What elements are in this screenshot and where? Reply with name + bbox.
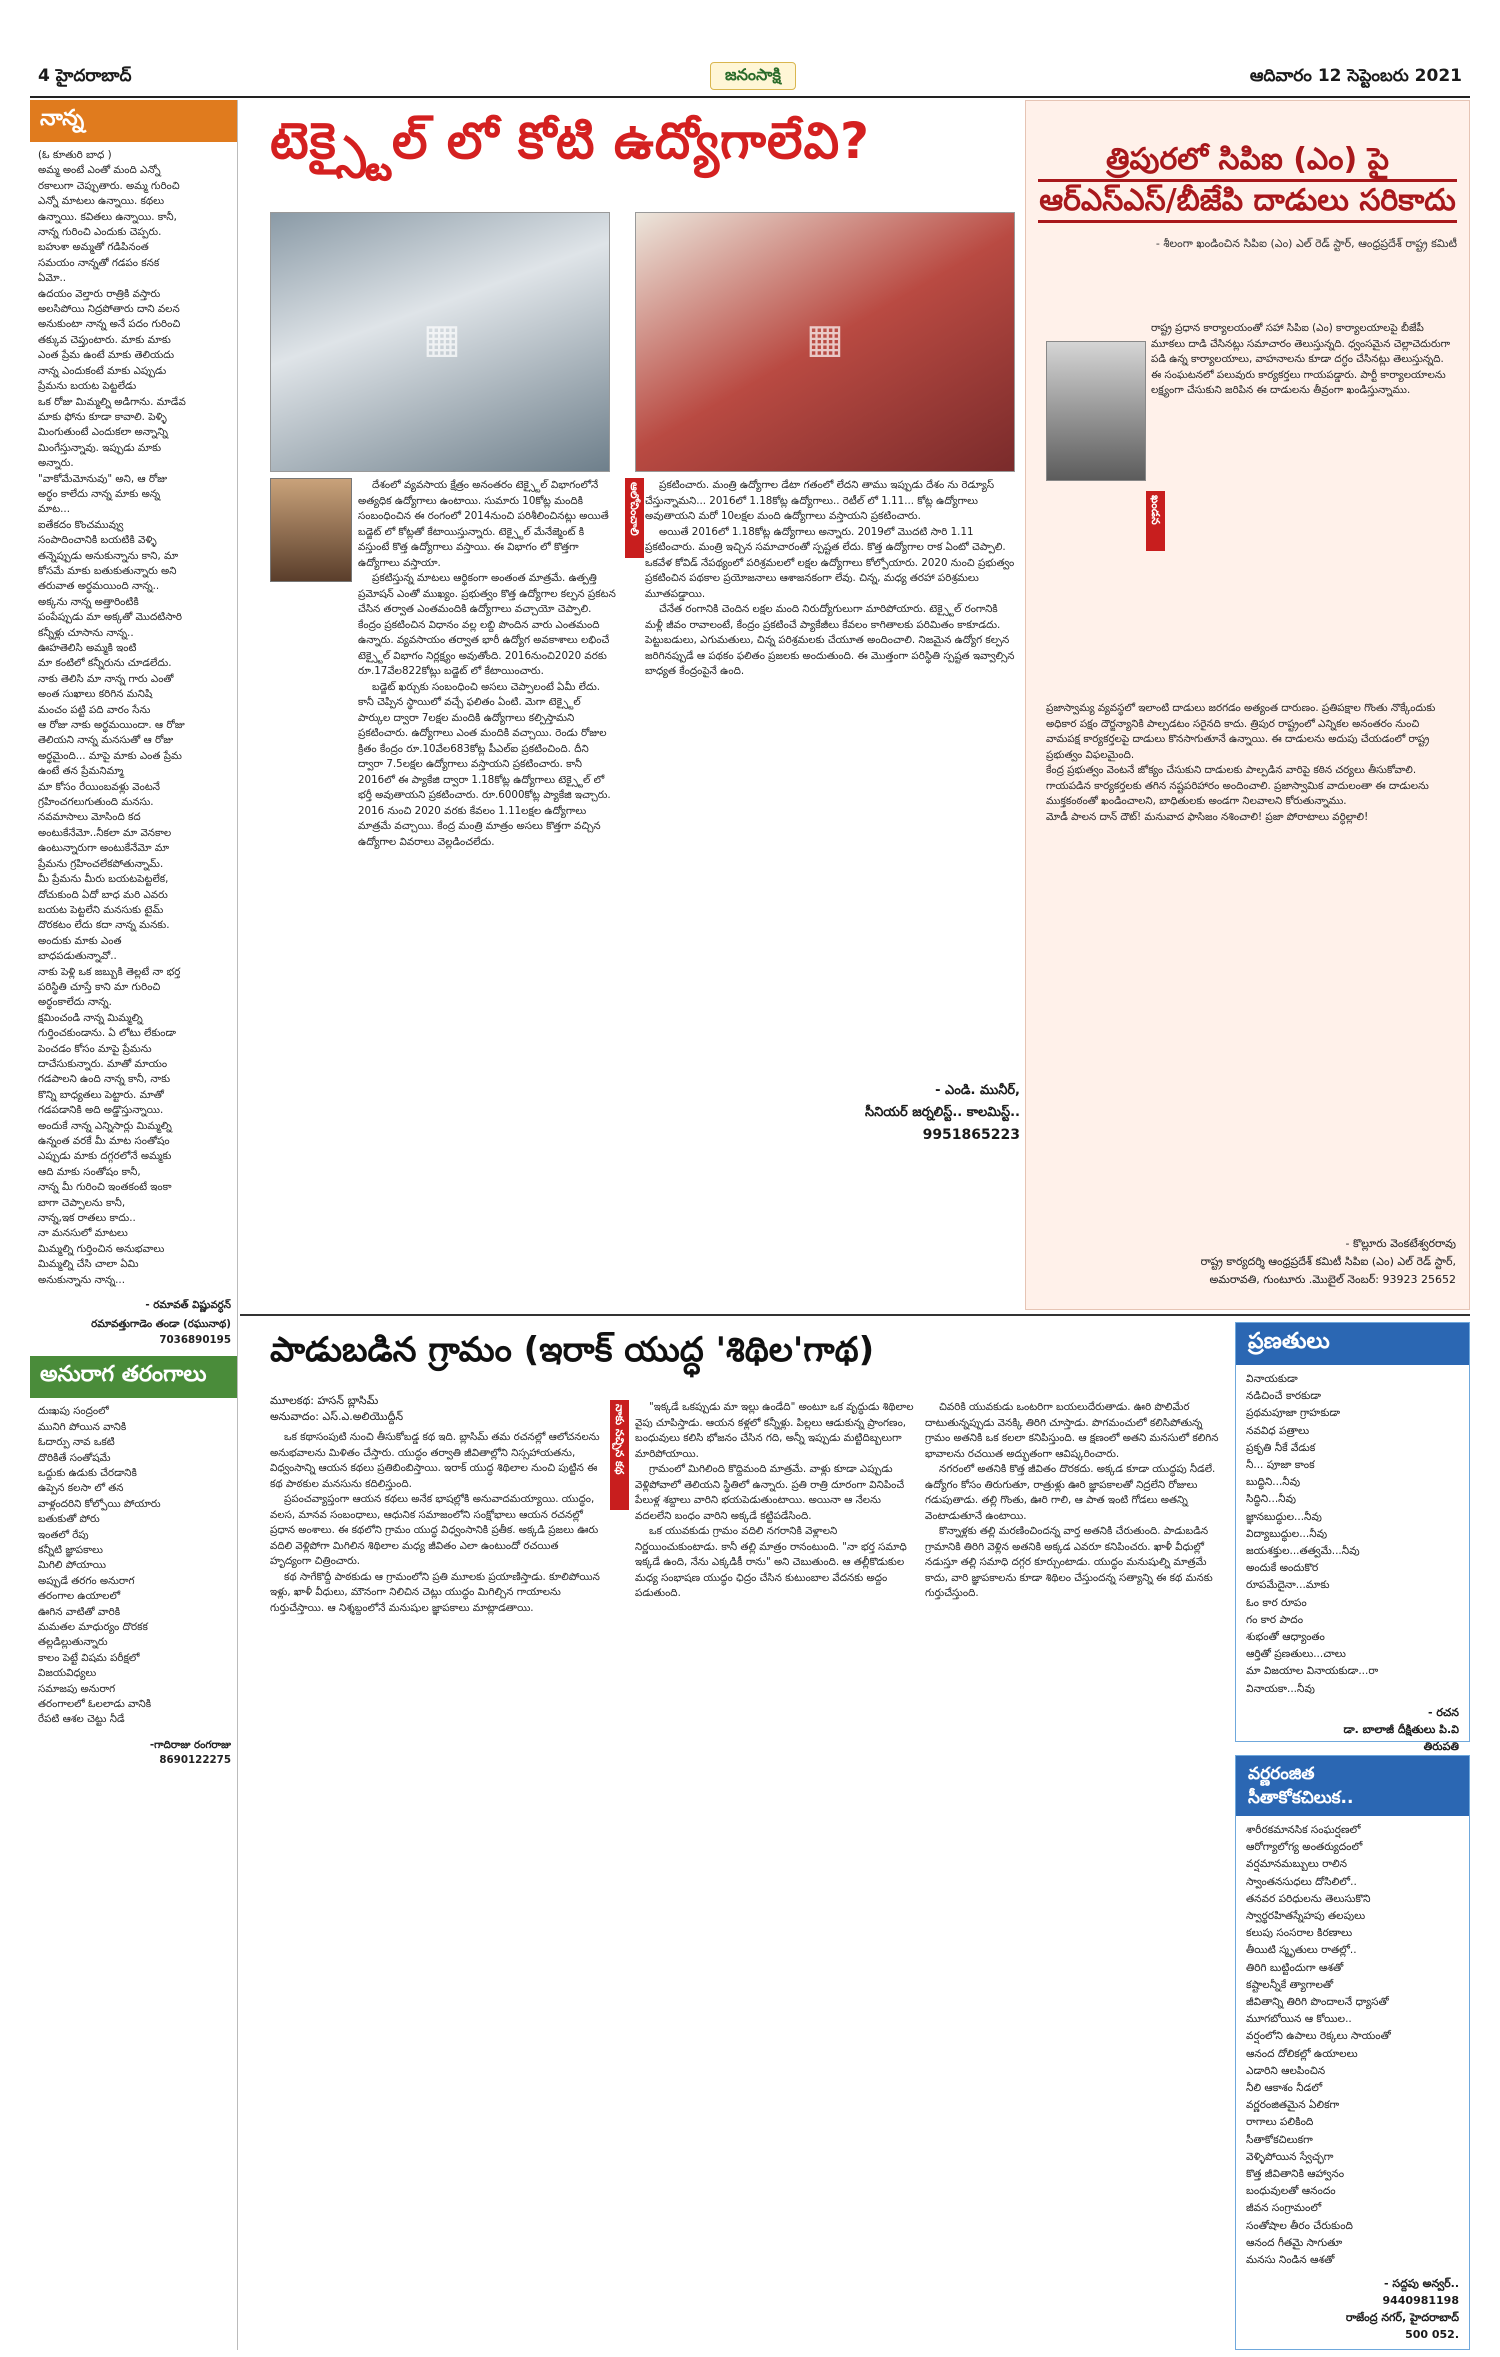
village-headline: పాడుబడిన గ్రామం (ఇరాక్ యుద్ధ 'శిథిల'గాథ): [270, 1330, 875, 1370]
varna-title: వర్ణరంజిత సీతాకోకచిలుక..: [1236, 1756, 1469, 1816]
garment-workers-photo: [635, 212, 1015, 472]
varna-phone: 9440981198: [1382, 2294, 1459, 2308]
pranathulu-body: [1236, 1365, 1469, 1704]
poem-line: రూపమేదైనా...మాకు: [1246, 1579, 1330, 1592]
poem-line: మాట...: [38, 503, 70, 516]
tripura-signature: - కొల్లూరు వెంకటేశ్వరరావు రాష్ట్ర కార్యదర్శి ఆంధ్రప్రదేశ్ కమిటీ సిపిఐ (ఎం) ఎల్ రెడ్ స్టార్, అమరావతి, గుంటూరు .మొబైల్ నెంబర్: 93923 25652: [1200, 1237, 1456, 1286]
poem-line: తరంగాలలో ఓలలాడు వానికి: [38, 1698, 152, 1710]
anuraga-poem-body: [30, 1398, 237, 1728]
poem-line: తిరిగి బుట్టిందుగా ఆశతో: [1246, 1961, 1344, 1974]
poem-line: సమాజపు అనురాగ: [38, 1682, 116, 1695]
publication-date: ఆదివారం 12 సెప్టెంబరు 2021: [1249, 66, 1462, 86]
nanna-poem-box: [30, 100, 237, 1348]
article-paragraph: ఒక యువకుడు గ్రామం వదిలి నగరానికి వెళ్లాలని నిర్ణయించుకుంటాడు. కానీ తల్లి మాత్రం రానంటుంది. "నా భర్త సమాధి ఇక్కడే ఉంది, నేను ఎక్కడికీ రాను" అని చెబుతుంది. ఆ తల్లీకొడుకుల మధ్య సంభాషణ యుద్ధం ఛిద్రం చేసిన కుటుంబాల వేదనకు అద్దం పడుతుంది.: [635, 1525, 907, 1599]
poem-line: కన్నీళ్లు చూసాను నాన్న..: [38, 626, 134, 639]
poem-line: జీవన సంగ్రామంలో: [1246, 2202, 1322, 2215]
textile-author-role: సీనియర్ జర్నలిస్ట్.. కాలమిస్ట్..: [865, 1105, 1020, 1120]
poem-line: మమతల మాధుర్యం దొరకక: [38, 1620, 148, 1633]
nanna-title: నాన్న: [30, 100, 237, 142]
article-paragraph: కథ సాగేకొద్దీ పాఠకుడు ఆ గ్రామంలోని ప్రతి మూలకు ప్రయాణిస్తాడు. కూలిపోయిన ఇళ్లు, ఖాళీ వీధులు, మౌనంగా నిలిచిన చెట్లు యుద్ధం మిగిల్చిన గాయాలను గుర్తుచేస్తాయి. ఆ నిశ్శబ్దంలోనే మనుషుల జ్ఞాపకాలు మాట్లాడతాయి.: [270, 1570, 600, 1614]
poem-line: మా విజయాల వినాయకుడా...రా: [1246, 1665, 1379, 1678]
article-paragraph: రాష్ట్ర ప్రధాన కార్యాలయంతో సహా సిపిఐ (ఎం) కార్యాలయాలపై బీజేపీ మూకలు దాడి చేసినట్లు సమాచారం తెలుస్తున్నది. ధ్వంసమైన చెల్లాచెదురుగా పడి ఉన్న కార్యాలయాలు, వాహనాలను కూడా దగ్ధం చేసినట్లు తెలుస్తున్నది.: [1151, 322, 1451, 365]
poem-line: ప్రకృతి నీకే వేడుక: [1246, 1441, 1316, 1454]
poem-line: కొత్త జీవితానికి ఆహ్వానం: [1246, 2168, 1345, 2181]
poem-line: అనుకున్నాను నాన్న...: [38, 1273, 125, 1286]
article-paragraph: "ఇక్కడే ఒకప్పుడు మా ఇల్లు ఉండేది" అంటూ ఒక వృద్ధుడు శిథిలాల వైపు చూపిస్తాడు. ఆయన కళ్లలో కన్నీళ్లు. పిల్లలు ఆడుకున్న ప్రాంగణం, బంధువులు కలిసి భోజనం చేసిన గది, అన్నీ ఇప్పుడు మట్టిదిబ్బలుగా మారిపోయాయి.: [635, 1401, 914, 1460]
poem-line: మా కోసం రేయింబవళ్లు వెంటనే: [38, 780, 161, 793]
article-paragraph: గ్రామంలో మిగిలింది కొద్దిమంది మాత్రమే. వాళ్లు కూడా ఎప్పుడు వెళ్లిపోవాలో తెలియని స్థితిలో ఉన్నారు. ప్రతి రాత్రి దూరంగా వినిపించే పేలుళ్ల శబ్దాలు వారిని భయపెడుతుంటాయి. అయినా ఆ నేలను వదలలేని బంధం వారిని అక్కడే కట్టిపడేసింది.: [635, 1463, 905, 1522]
poem-line: అప్పుడే తరగం అనురాగ: [38, 1574, 135, 1587]
poem-line: అందుకు మాకు ఎంత: [38, 934, 122, 947]
textile-byline: [700, 1080, 1020, 1146]
poem-line: ఏమో..: [38, 272, 67, 285]
poem-line: ప్రథమపూజా గ్రాహకుడా: [1246, 1407, 1341, 1420]
poem-line: మిగిలి పోయాయి: [38, 1559, 106, 1572]
article-paragraph: ఒక కథాసంపుటి నుంచి తీసుకోబడ్డ కథ ఇది. బ్లాసిమ్ తమ రచనల్లో ఆలోచనలను అనుభవాలను మిళితం చేస్తారు. యుద్ధం తర్వాతి జీవితాల్లోని నిస్సహాయతను, విధ్వంసాన్ని ఆయన కథలు ప్రతిబింబిస్తాయి. ఇరాక్ యుద్ధ శిథిలాల నుంచి పుట్టిన ఈ కథ పాఠకుల మనసును కదిలిస్తుంది.: [270, 1431, 600, 1490]
poem-line: కష్టాలన్నీకే త్యాగాలతో: [1246, 1978, 1334, 1991]
poem-line: నాకు పెళ్లి ఒక జబ్బుకి తెల్లటే నా భర్త: [38, 965, 181, 978]
poem-line: నా మనసులో మాటలు: [38, 1227, 128, 1240]
poem-line: ఓదార్పు నావ ఒకటి: [38, 1436, 115, 1449]
poem-line: ఆనంద గీతమై సాగుతూ: [1246, 2236, 1343, 2249]
poem-line: దోచుకుంది ఏదో బాధ మరి ఎవరు: [38, 888, 168, 901]
poem-line: అర్థం కాలేదు నాన్న మాకు అన్న: [38, 487, 161, 500]
article-paragraph: ప్రజాస్వామ్య వ్యవస్థలో ఇలాంటి దాడులు జరగడం అత్యంత దారుణం. ప్రతిపక్షాల గొంతు నొక్కేందుకు అధికార పక్షం దౌర్జన్యానికి పాల్పడటం సరైనది కాదు. త్రిపుర రాష్ట్రంలో ఎన్నికల అనంతరం నుంచి వామపక్ష కార్యకర్తలపై దాడులు కొనసాగుతూనే ఉన్నాయి. ఈ దాడులను అదుపు చేయడంలో రాష్ట్ర ప్రభుత్వం విఫలమైంది.: [1046, 702, 1436, 761]
poem-line: గుర్తించకుండాను. ఏ లోటు లేకుండా: [38, 1027, 177, 1040]
textile-headline: టెక్స్టైల్ లో కోటి ఉద్యోగాలేవి?: [270, 112, 871, 170]
textile-phone: 9951865223: [922, 1127, 1020, 1143]
poem-line: ఆరోగ్యాలోగ్య అంతర్యుదంలో: [1246, 1841, 1363, 1854]
poem-line: అందుకే అందుకొర: [1246, 1562, 1319, 1575]
article-paragraph: ప్రపంచవ్యాప్తంగా ఆయన కథలు అనేక భాషల్లోకి అనువాదమయ్యాయి. యుద్ధం, వలస, మానవ సంబంధాలు, ఆధునిక సమాజంలోని సంక్షోభాలు ఆయన రచనల్లో ప్రధాన అంశాలు. ఈ కథలోని గ్రామం యుద్ధ విధ్వంసానికి ప్రతీక. అక్కడి ప్రజలు ఊరు వదిలి వెళ్లిపోగా మిగిలిన శిథిలాల మధ్య జీవితం ఎలా ఉంటుందో రచయిత హృద్యంగా చిత్రించారు.: [270, 1493, 599, 1567]
poem-line: ఊగిన వాటితో వారికి: [38, 1605, 121, 1618]
poem-line: ఆనంద దోలికల్లో ఉయాలలు: [1246, 2047, 1358, 2060]
nanna-author-place: రమావత్తుగాడెం తండా (రఘునాథ): [91, 1318, 231, 1331]
poem-line: ఐతేకదం కొంచమువ్వు: [38, 518, 124, 531]
poem-line: రకాలుగా చెప్పుతారు. అమ్మ గురించి: [38, 179, 180, 192]
pranathulu-poem-box: [1235, 1322, 1470, 1753]
poem-line: మిమ్మల్ని గుర్తించిన అనుభవాలు: [38, 1242, 165, 1255]
textile-column-2: [645, 478, 1015, 1078]
poem-line: వర్ణరంజితమైన ఏలికగా: [1246, 2099, 1340, 2112]
poem-line: ఆర్తితో ప్రణతులు...చాలు: [1246, 1648, 1346, 1661]
poem-line: నీ... పూజా కాంక: [1246, 1459, 1315, 1472]
village-section-tag: నాకు నచ్చిన కథ: [610, 1400, 629, 1510]
poem-line: నాకు తెలిసి మా నాన్న గారు ఎంతో: [38, 672, 174, 685]
poem-line: సిద్ధిని...నీవు: [1246, 1493, 1297, 1506]
poem-line: జీవితాన్ని తిరిగి పొందాలనే ధ్యాసతో: [1246, 1996, 1389, 2009]
anuraga-title: అనురాగ తరంగాలు: [30, 1356, 237, 1398]
poem-line: సంపాదించానికి బయటికి వెళ్ళి: [38, 534, 157, 547]
poem-line: "వాకోమేమోనువు" అని, ఆ రోజు: [38, 472, 168, 485]
poem-line: ఇంతలో రేపు: [38, 1528, 89, 1541]
varna-body: [1236, 1816, 1469, 2275]
article-paragraph: నగరంలో అతనికి కొత్త జీవితం దొరకదు. అక్కడ కూడా యుద్ధపు నీడలే. ఉద్యోగం కోసం తిరుగుతూ, రాత్రుళ్లు ఊరి జ్ఞాపకాలతో నిద్రలేని రోజులు గడుపుతాడు. తల్లి గొంతు, ఊరి గాలి, ఆ పాత ఇంటి గోడలు అతన్ని వెంటాడుతూనే ఉంటాయి.: [925, 1463, 1216, 1522]
poem-line: తనవర పరిధులను తెలుసుకొని: [1246, 1892, 1371, 1905]
tripura-column-2: [1046, 701, 1456, 825]
article-paragraph: అయితే 2016లో 1.18కోట్ల ఉద్యోగాలు అన్నారు. 2019లో మొదటి సారి 1.11 ప్రకటించారు. మంత్రి ఇచ్చిన సమాచారంతో స్పష్టత లేదు. కొత్త ఉద్యోగాల రాక ఏంటో చెప్పాలి. ఒకవేళ కోవిడ్ నేపథ్యంలో పరిశ్రమలలో లక్షల ఉద్యోగాలు కోల్పోయారు. 2020 నుంచి ప్రభుత్వం ప్రకటించిన పథకాల ప్రయోజనాలు ఆశాజనకంగా లేవు. చిన్న, మధ్య తరహా పరిశ్రమలు మూతపడ్డాయి.: [645, 525, 1015, 600]
article-paragraph: చేనేత రంగానికి చెందిన లక్షల మంది నిరుద్యోగులుగా మారిపోయారు. టెక్స్టైల్ రంగానికి మళ్లీ జీవం రావాలంటే, కేంద్రం ప్రకటించే ప్యాకేజీలు కేవలం కాగితాలకు పరిమితం కాకూడదు. పెట్టుబడులు, ఎగుమతులు, చిన్న పరిశ్రమలకు చేయూత అందించాలి. నిజమైన ఉద్యోగ కల్పన జరిగినప్పుడే ఆ పథకం ఫలితం ప్రజలకు అందుతుంది. ఈ మొత్తంగా పరిస్థితి స్పష్టత ఇవ్వాల్సిన బాధ్యత కేంద్రంపైనే ఉంది.: [645, 603, 1015, 677]
section-divider: [240, 1314, 1470, 1316]
poem-line: నడిచించే కారకుడా: [1246, 1390, 1321, 1403]
article-paragraph: చివరికి యువకుడు ఒంటరిగా బయలుదేరుతాడు. ఊరి పొలిమేర దాటుతున్నప్పుడు వెనక్కి తిరిగి చూస్తాడు. పొగమంచులో కలిసిపోతున్న గ్రామం అతనికి ఒక కలలా కనిపిస్తుంది. ఆ క్షణంలో అతని మనసులో కలిగిన భావాలను రచయిత అద్భుతంగా ఆవిష్కరించారు.: [925, 1401, 1219, 1460]
poem-line: వెళ్ళిపోయిన స్వేచ్ఛగా: [1246, 2150, 1334, 2163]
pranathulu-author-label: - రచన: [1428, 1705, 1459, 1719]
anuraga-phone: 8690122275: [159, 1754, 231, 1767]
poem-line: కలుపు సంసరాల కిరణాలు: [1246, 1927, 1353, 1940]
article-paragraph: బడ్జెట్ ఖర్చుకు సంబంధించి అసలు చెప్పాలంటే ఏమీ లేదు. కానీ చెప్పిన స్థాయిలో వచ్చే ఫలితం ఏంటి. మెగా టెక్స్టైల్ పార్కుల ద్వారా 7లక్షల మందికి ఉద్యోగాలు కల్పిస్తామని ప్రకటించారు. ఉద్యోగాలు ఎంత మందికి వచ్చాయి. రెండు రోజుల క్రితం కేంద్రం రూ.10వేల683కోట్ల పీఎల్ఐ ప్రకటించింది. దీని ద్వారా 7.5లక్షల ఉద్యోగాలు వస్తాయని ప్రకటించారు. కానీ 2016లో ఈ ప్యాకేజి ద్వారా 1.18కోట్ల ఉద్యోగాలు టెక్స్టైల్ లో భర్తీ అవుతాయని ప్రకటించారు. రూ.6000కోట్ల ప్యాకేజి ఇచ్చారు. 2016 నుంచి 2020 వరకు కేవలం 1.11లక్షల ఉద్యోగాలు మాత్రమే వచ్చాయి. కేంద్ర మంత్రి మాత్రం అసలు కొత్తగా వచ్చిన ఉద్యోగాల వివరాలు వెల్లడించలేదు.: [358, 680, 611, 848]
poem-line: నాన్న మీ గురించి ఇంతకంటే ఇంకా: [38, 1181, 172, 1194]
poem-line: సీతాకోకచిలుకగా: [1246, 2133, 1313, 2146]
poem-line: గడపడానికి అది అడ్డొస్తున్నాయి.: [38, 1104, 164, 1117]
poem-line: ఎంత ప్రేమ ఉంటే మాకు తెలియదు: [38, 349, 175, 362]
nanna-author: - రమావత్ విష్ణువర్ధన్: [145, 1299, 231, 1312]
poem-line: పెంచడం కోసం మాపై ప్రేమను: [38, 1042, 152, 1055]
poem-line: బుద్ధిని...నీవు: [1246, 1476, 1301, 1489]
image-placeholder-icon: ▦: [423, 316, 461, 363]
poem-line: నీలి ఆకాశం నీడలో: [1246, 2082, 1323, 2095]
poem-line: బంధువులతో ఆనందం: [1246, 2185, 1336, 2198]
poem-line: మునిగి పోయిన వానికి: [38, 1420, 127, 1433]
article-paragraph: ప్రకటించారు. మంత్రి ఉద్యోగాల డేటా గతంలో లేదని తాము ఇప్పుడు దేశం ను రెడ్యూస్ చేస్తున్నామని... 2016లో 1.18కోట్ల ఉద్యోగాలు.. రెటీల్ లో 1.11... కోట్ల ఉద్యోగాలు అవుతాయని మరో 10లక్షల మంది ఉద్యోగాలు వస్తాయని ప్రకటించారు.: [645, 479, 995, 522]
anuraga-author: -గాదిరాజు రంగరాజు: [149, 1738, 231, 1751]
poem-line: ఎన్నో మాటలు ఉన్నాయి. కథలు: [38, 195, 165, 208]
poem-line: నవమాసాలు మోసింది కద: [38, 811, 141, 824]
poem-line: స్వార్థరహితస్నేహపు తలపులు: [1246, 1910, 1366, 1923]
poem-line: బహుశా అమ్మతో గడిపినంత: [38, 241, 149, 254]
poem-line: ప్రేమను బయట పెట్టలేడు: [38, 380, 137, 393]
poem-line: కొన్ని బాధ్యతలు పెట్టారు. మాతో: [38, 1088, 164, 1101]
poem-line: పరిస్థితి చూస్తే కాని మా గురించి: [38, 980, 161, 993]
page-header: [30, 58, 1470, 98]
anuraga-poem-box: [30, 1356, 237, 1768]
poem-line: అర్థంకాలేదు నాన్న.: [38, 996, 112, 1009]
poem-line: రేపటి ఆశల చెట్టు నీడే: [38, 1713, 125, 1726]
image-placeholder-icon: ▦: [806, 316, 844, 363]
poem-line: అలసిపోయి నిద్రపోతారు దాని వలన: [38, 303, 180, 316]
poem-line: వినాయకుడా: [1246, 1373, 1298, 1385]
poem-line: అమ్మ అంటే ఎంతో మంది ఎన్నో: [38, 164, 161, 177]
poem-line: బయట పెట్టలేని మనసుకు టైమ్: [38, 903, 164, 916]
article-paragraph: కేంద్ర ప్రభుత్వం వెంటనే జోక్యం చేసుకుని దాడులకు పాల్పడిన వారిపై కఠిన చర్యలు తీసుకోవాలి. గాయపడిన కార్యకర్తలకు తగిన నష్టపరిహారం అందించాలి. ప్రజాస్వామిక వాదులంతా ఈ దాడులను ముక్తకంఠంతో ఖండించాలని, బాధితులకు అండగా నిలవాలని కోరుతున్నాము.: [1046, 764, 1429, 807]
article-paragraph: మోడీ పాలన దాన్ దౌట్! మనువాద ఫాసిజం నశించాలి! ప్రజా పోరాటాలు వర్ధిల్లాలి!: [1046, 810, 1369, 823]
poem-line: గడపాలని ఉంది నాన్న కానీ, నాకు: [38, 1073, 171, 1086]
poem-line: (ఓ కూతురి బాధ ): [38, 149, 112, 161]
tripura-headline: త్రిపురలో సిపిఐ (ఎం) పై ఆర్ఎస్ఎస్/బీజేపి దాడులు సరికాదు: [1038, 141, 1457, 223]
village-column-3: [925, 1400, 1220, 2340]
poem-line: జయశక్తుల...తత్వమే...నీవు: [1246, 1545, 1360, 1558]
newspaper-logo: జనంసాక్షి: [710, 62, 796, 90]
poem-line: రాగాలు పలికింది: [1246, 2116, 1314, 2129]
poem-line: తన్నెప్పుడు అనుకున్నాను కాని, మా: [38, 549, 179, 562]
poem-line: కాలం పెట్టే విషమ పరీక్షలో: [38, 1651, 140, 1664]
poem-line: క్షమించండి నాన్న మిమ్మల్ని: [38, 1011, 143, 1024]
poem-line: తరువాత అర్థమయింది నాన్న..: [38, 580, 160, 593]
poem-line: తల్లడిల్లుతున్నారు: [38, 1636, 108, 1649]
poem-line: ఉన్నాయి. కవితలు ఉన్నాయి. కానీ,: [38, 210, 177, 223]
poem-line: నాన్న,ఇక రాతలు కాదు..: [38, 1212, 136, 1225]
poem-line: మనసు నిండిన ఆశతో: [1246, 2254, 1335, 2267]
poem-line: ఉంటే తన ప్రేమనిమ్మా: [38, 765, 124, 778]
pranathulu-place: తిరుపతి: [1423, 1739, 1459, 1753]
poem-line: ఉంటున్నారుగా అంటుకేనేమో మా: [38, 842, 170, 855]
poem-line: ఉన్నంత వరకే మీ మాట సంతోషం: [38, 1135, 170, 1147]
poem-line: అందుకే నాన్న ఎన్నిసార్లు మిమ్మల్ని: [38, 1119, 172, 1132]
poem-line: దాచేసుకున్నారు. మాతో మాయం: [38, 1057, 168, 1070]
poem-line: అంత సుఖాలు కరిగిన మనిషి: [38, 688, 153, 701]
textile-author: - ఎండి. మునీర్,: [935, 1083, 1020, 1098]
nanna-phone: 7036890195: [159, 1333, 231, 1346]
poem-line: అర్థమైంది... మాపై మాకు ఎంత ప్రేమ: [38, 749, 182, 762]
page-number: 4 హైదరాబాద్: [38, 66, 132, 86]
poem-line: ఆది మాకు సంతోషం కానీ,: [38, 1165, 141, 1178]
poem-line: ఒద్దుకు ఉడుకు చేరడానికి: [38, 1466, 137, 1479]
poem-line: ప్రేమను గ్రహించలేకపోతున్నామ్.: [38, 857, 164, 870]
poem-line: వినాయకా...నీవు: [1246, 1682, 1315, 1695]
poem-line: బతుకుతో పోరు: [38, 1513, 100, 1526]
left-column: [30, 100, 238, 2350]
poem-line: ఒక రోజు మిమ్మల్ని అడిగాను. మాడేవ: [38, 395, 186, 408]
poem-line: తీయిటి స్మృతులు రాతల్లో..: [1246, 1944, 1357, 1957]
poem-line: నవవిధ పత్రాలు: [1246, 1424, 1310, 1437]
textile-section-tag: ఆలోచించాలి: [625, 478, 644, 558]
pranathulu-title: ప్రణతులు: [1236, 1323, 1469, 1365]
author-photo: [270, 478, 352, 582]
article-paragraph: దేశంలో వ్యవసాయ క్షేత్రం అనంతరం టెక్స్టైల్ విభాగంలోనే అత్యధిక ఉద్యోగాలు ఉంటాయి. సుమారు 10కోట్ల మందికి సంబంధించిన ఈ రంగంలో 2014నుంచి పరిశీలించినట్లు అయితే బడ్జెట్ లో కోట్లతో కేటాయిస్తున్నారు. టెక్స్టైల్ మేనేజ్మెంట్ కి వస్తుంటే కొత్త ఉద్యోగాలు వస్తాయి. ఈ విభాగం లో కొత్తగా ఉద్యోగాలు వస్తాయా.: [358, 479, 609, 569]
poem-line: కన్నీటి జ్ఞాపకాలు: [38, 1543, 103, 1556]
poem-line: అనుకుంటా నాన్న అనే పదం గురించి: [38, 318, 181, 331]
textile-column-1: [358, 478, 616, 1078]
poem-line: ఓం కార రూపం: [1246, 1596, 1307, 1609]
varna-poem-box: [1235, 1755, 1470, 2350]
varna-pin: 500 052.: [1405, 2328, 1459, 2342]
poem-line: తరంగాల ఉయాలలో: [38, 1590, 121, 1603]
poem-line: మీ ప్రేమను మీరు బయటపెట్టలేక,: [38, 873, 169, 886]
nanna-poem-body: [30, 142, 237, 1288]
poem-line: వర్షంలోని ఉపాలు రెక్కలు సాయంతో: [1246, 2030, 1391, 2043]
varna-place: రాజేంద్ర నగర్, హైదరాబాద్: [1345, 2311, 1459, 2325]
poem-line: నాన్న గురించి ఎందుకు చెప్పరు.: [38, 226, 162, 239]
poem-line: వర్షమానమబ్బులు రాలిన: [1246, 1858, 1348, 1871]
poem-line: ఆ రోజు నాకు అర్థమయిందా. ఆ రోజు: [38, 719, 185, 732]
poem-line: దొరికితే సంతోషమే: [38, 1451, 111, 1464]
poem-line: పంపేప్పుడు మా అక్కతో మొదటిసారి: [38, 611, 182, 624]
poem-line: సంతోషాల తీరం చేరుకుంది: [1246, 2219, 1353, 2232]
tripura-article-box: [1025, 100, 1470, 1310]
poem-line: బాధపడుతున్నావో..: [38, 950, 117, 963]
poem-line: మింగుతుంటే ఎందుకలా అన్నాన్ని: [38, 426, 168, 439]
poem-line: విజయవిధ్యలు: [38, 1667, 97, 1680]
poem-line: శారీరకమానసిక సంఘర్షణలో: [1246, 1824, 1361, 1836]
poem-line: మా కంటిలో కన్నీరును చూడలేదు.: [38, 657, 172, 670]
poem-line: తక్కువ చెప్తుంటారు. మాకు మాకు: [38, 333, 171, 346]
poem-line: ఉప్పెన కలసా లో తన: [38, 1482, 124, 1495]
poem-line: గ్రహించగలుగుతుంది మనసు.: [38, 796, 154, 809]
village-meta: మూలకథ: హసన్ బ్లాసిమ్ అనువాదం: ఎస్.ఎ.అలియొద్దీన్: [270, 1394, 404, 1423]
poem-line: మాకు ఫోను కూడా కావాలి. పెళ్ళి: [38, 410, 167, 423]
poem-line: మిమ్మల్ని చేసి చాలా ఏమి: [38, 1258, 139, 1271]
poem-line: ఊహతెలిసి అమ్మకి ఇంటి: [38, 642, 137, 654]
poem-line: ఉదయం వెల్తారు రాత్రికి వస్తారు: [38, 287, 161, 300]
poem-line: బాగా చెప్పాలను కానీ,: [38, 1196, 126, 1209]
poem-line: కోసమే మాకు బతుకుతున్నారు అని: [38, 564, 177, 577]
article-paragraph: కొన్నాళ్లకు తల్లి మరణించిందన్న వార్త అతనికి చేరుతుంది. పాడుబడిన గ్రామానికి తిరిగి వెళ్లిన అతనికి అక్కడ ఎవరూ కనిపించరు. ఖాళీ వీధుల్లో నడుస్తూ తల్లి సమాధి దగ్గర కూర్చుంటాడు. యుద్ధం మనుషుల్ని మాత్రమే కాదు, వారి జ్ఞాపకాలను కూడా శిథిలం చేస్తుందన్న సత్యాన్ని ఈ కథ మనకు గుర్తుచేస్తుంది.: [925, 1525, 1213, 1599]
article-paragraph: ఈ సంఘటనలో పలువురు కార్యకర్తలు గాయపడ్డారు. పార్టీ కార్యాలయాలను లక్ష్యంగా చేసుకుని జరిపిన ఈ దాడులను తీవ్రంగా ఖండిస్తున్నాము.: [1151, 368, 1446, 396]
poem-line: స్వాంతనసుధలు దోసిలిలో..: [1246, 1875, 1357, 1888]
poem-line: మింగేస్తున్నావు. ఇప్పుడు మాకు: [38, 441, 162, 454]
tripura-subline: - శీలంగా ఖండించిన సిపిఐ (ఎం) ఎల్ రెడ్ స్టార్, ఆంధ్రప్రదేశ్ రాష్ట్ర కమిటీ: [1155, 237, 1457, 250]
article-paragraph: ప్రకటిస్తున్న మాటలు ఆర్థికంగా అంతంత మాత్రమే. ఉత్పత్తి ప్రమోషన్ ఎంతో ముఖ్యం. ప్రభుత్వం కొత్త ఉద్యోగాల కల్పన ప్రకటన చేసిన తర్వాత ఎంతమందికి ఉద్యోగాలు వచ్చాయో చెప్పాలి. కేంద్రం ప్రకటించిన విధానం వల్ల లబ్ది పొందిన వారు ఎంతమంది ఉన్నారు. వ్యవసాయం తర్వాత భారీ ఉద్యోగ అవకాశాలు లభించే టెక్స్టైల్ విభాగం నిర్లక్ష్యం అవుతోంది. 2016నుంచి2020 వరకు రూ.17వేల822కోట్లు బడ్జెట్ లో కేటాయించారు.: [358, 572, 616, 677]
poem-line: సమయం నాన్నతో గడపం కనక: [38, 256, 160, 269]
textile-mill-photo: [270, 212, 610, 472]
poem-line: దొరకటం లేదు కదా నాన్న మనకు.: [38, 919, 170, 932]
poem-line: మూగబోయిన ఆ కోయిల..: [1246, 2013, 1352, 2026]
poem-line: నాన్న ఎందుకంటే మాకు ఎప్పుడు: [38, 364, 167, 377]
poem-line: తెలియని నాన్న మనసుతో ఆ రోజు: [38, 734, 174, 747]
poem-line: అన్నారు.: [38, 457, 74, 470]
poem-line: గం కార పాదం: [1246, 1613, 1304, 1626]
poem-line: అక్కను నాన్న అత్తారింటికి: [38, 595, 139, 608]
poem-line: వాళ్లందరిని కోల్పోయి పోయారు: [38, 1497, 161, 1510]
poem-line: విద్యాబుద్ధుల...నీవు: [1246, 1527, 1328, 1540]
tripura-author-photo: [1046, 341, 1146, 481]
tripura-column-1: [1151, 321, 1457, 399]
village-column-1: [270, 1430, 600, 2340]
poem-line: మంచం పట్టి పది వారం సేను: [38, 703, 151, 716]
tripura-tag: ఖండన: [1146, 491, 1165, 551]
poem-line: ఎప్పుడు మాకు దగ్గరలోనే అమ్మకు: [38, 1150, 172, 1163]
pranathulu-author: డా. బాలాజీ దీక్షితులు పి.వి: [1343, 1722, 1459, 1736]
poem-line: ఎడారిని ఆలపించిన: [1246, 2064, 1326, 2077]
poem-line: అంటుకేనేమో..నీకలా మా వెనకాల: [38, 826, 172, 839]
poem-line: దుఃఖపు సంద్రంలో: [38, 1405, 109, 1418]
varna-author: - సద్దపు అన్వర్..: [1383, 2277, 1459, 2291]
poem-line: జ్ఞానబుద్ధుల...నీవు: [1246, 1510, 1322, 1523]
village-column-2: [635, 1400, 915, 2340]
poem-line: శుభంతో ఆధ్యాంతం: [1246, 1631, 1325, 1644]
